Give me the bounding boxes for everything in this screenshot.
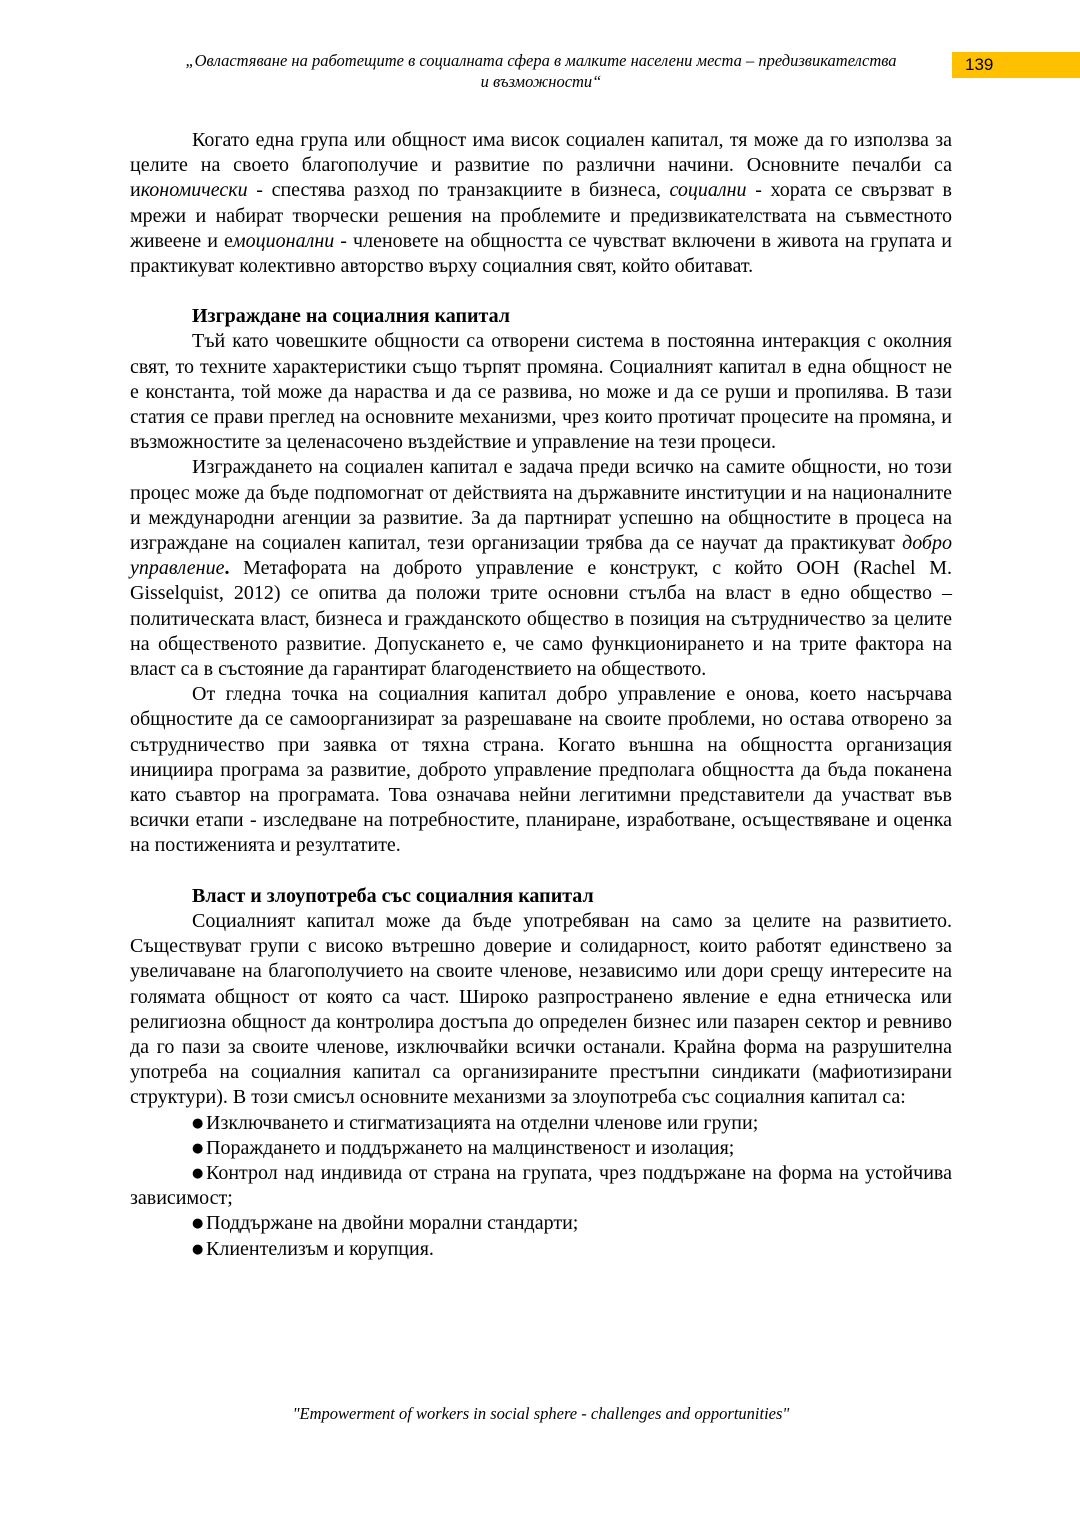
running-header <box>130 50 952 92</box>
bullet-icon: ● <box>192 1165 204 1181</box>
header-line-2: и възможности“ <box>480 72 602 91</box>
list-item: ● Пораждането и поддържането на малцинственост и изолация; <box>130 1136 952 1161</box>
italic-term-economic: кономически <box>140 179 248 202</box>
paragraph-change: Тъй като човешките общности са отворени система в постоянна интеракция с околния свят, то техните характеристики също търпят промяна. Социалният капитал в една общност не е константа, той може да нараства и да се развива, но може и да се руши и пропилява. В тази статия се прави преглед на основните механизми, чрез които протичат процесите на промяна, и възможностите за целенасочено въздействие и управление на тези процеси. <box>130 330 952 454</box>
bullet-icon: ● <box>192 1115 204 1131</box>
list-item: ● Контрол над индивида от страна на групата, чрез поддържане на форма на устойчива зависимост; <box>130 1161 952 1210</box>
page-body <box>130 128 952 1262</box>
paragraph-social-capital-benefits <box>130 128 952 279</box>
text-run: Когато една група или общност има висок социален капитал, тя може да го използва за целите на своето благополучие и развитие по различни начини. Основните печалби са и <box>130 129 952 202</box>
bullet-icon: ● <box>192 1241 204 1257</box>
text-run: Метафората на доброто управление е конструкт, с който ООН (Rachel M. Gisselquist, 2012) се опитва да положи трите основни стълба на власт в едно общество – политическата власт, бизнеса и гражданското общество в позиция на сътрудничество за целите на общественото развитие. Допускането е, че само функционирането и на трите фактора на власт са в състояние да гарантират благоденствието на обществото. <box>130 557 952 681</box>
bullet-icon: ● <box>192 1140 204 1156</box>
italic-term-emotional: моционални <box>232 229 335 252</box>
running-footer: "Empowerment of workers in social sphere - challenges and opportunities" <box>292 1404 790 1423</box>
header-line-1: „Овластяване на работещите в социалната сфера в малките населени места – предизвикателства <box>185 51 897 70</box>
text-run: - хората се свързват в мрежи и набират творчески решения на проблемите и предизвикателствата на съвместното живеене и е <box>130 179 952 252</box>
bullet-icon: ● <box>192 1216 204 1232</box>
list-item: ● Изключването и стигматизацията на отделни членове или групи; <box>130 1111 952 1136</box>
bold-period: . <box>224 557 230 580</box>
text-run: - спестява разход по транзакциите в бизнеса, <box>247 179 670 202</box>
paragraph-abuse: Социалният капитал може да бъде употребяван на само за целите на развитието. Съществуват групи с високо вътрешно доверие и солидарност, които работят единствено за увеличаване на благополучието на своите членове, независимо или дори срещу интересите на голямата общност от която са част. Широко разпространено явление е една етническа или религиозна общност да контролира достъпа до определен бизнес или пазарен сектор и ревниво да го пази за своите членове, изключвайки всички останали. Крайна форма на разрушителна употреба на социалния капитал са организираните престъпни синдикати (мафиотизирани структури). В този смисъл основните механизми за злоупотреба със социалния капитал са: <box>130 909 952 1109</box>
bullet-list <box>130 1111 952 1262</box>
section-heading-abuse: Власт и злоупотреба със социалния капитал <box>192 884 594 907</box>
section-heading-building: Изграждане на социалния капитал <box>192 305 510 328</box>
page-number: 139 <box>952 52 1080 78</box>
paragraph-social-capital-view: От гледна точка на социалния капитал добро управление е онова, което насърчава общностите да се самоорганизират за разрешаване на своите проблеми, но остава отворено за сътрудничество при заявка от тяхна страна. Когато външна на общността организация инициира програма за развитие, доброто управление предполага общността да бъда поканена като съавтор на програмата. Това означава нейни легитимни представители да участват във всички етапи - изследване на потребностите, планиране, изработване, осъществяване и оценка на постиженията и резултатите. <box>130 683 952 857</box>
text-run: - членовете на общността се чувстват включени в живота на групата и практикуват колективно авторство върху социалния свят, който обитават. <box>130 229 952 278</box>
paragraph-good-governance <box>130 455 952 682</box>
list-item: ● Поддържане на двойни морални стандарти; <box>130 1211 952 1236</box>
text-run: Изграждането на социален капитал е задача преди всичко на самите общности, но този процес може да бъде подпомогнат от действията на държавните институции и на националните и международни агенции за развитие. За да партнират успешно на общностите в процеса на изграждане на социален капитал, тези организации трябва да се научат да практикуват <box>130 456 952 555</box>
italic-term-social: социални <box>669 179 747 202</box>
italic-term-good-governance: добро управление <box>130 532 952 580</box>
list-item: ● Клиентелизъм и корупция. <box>130 1237 952 1262</box>
